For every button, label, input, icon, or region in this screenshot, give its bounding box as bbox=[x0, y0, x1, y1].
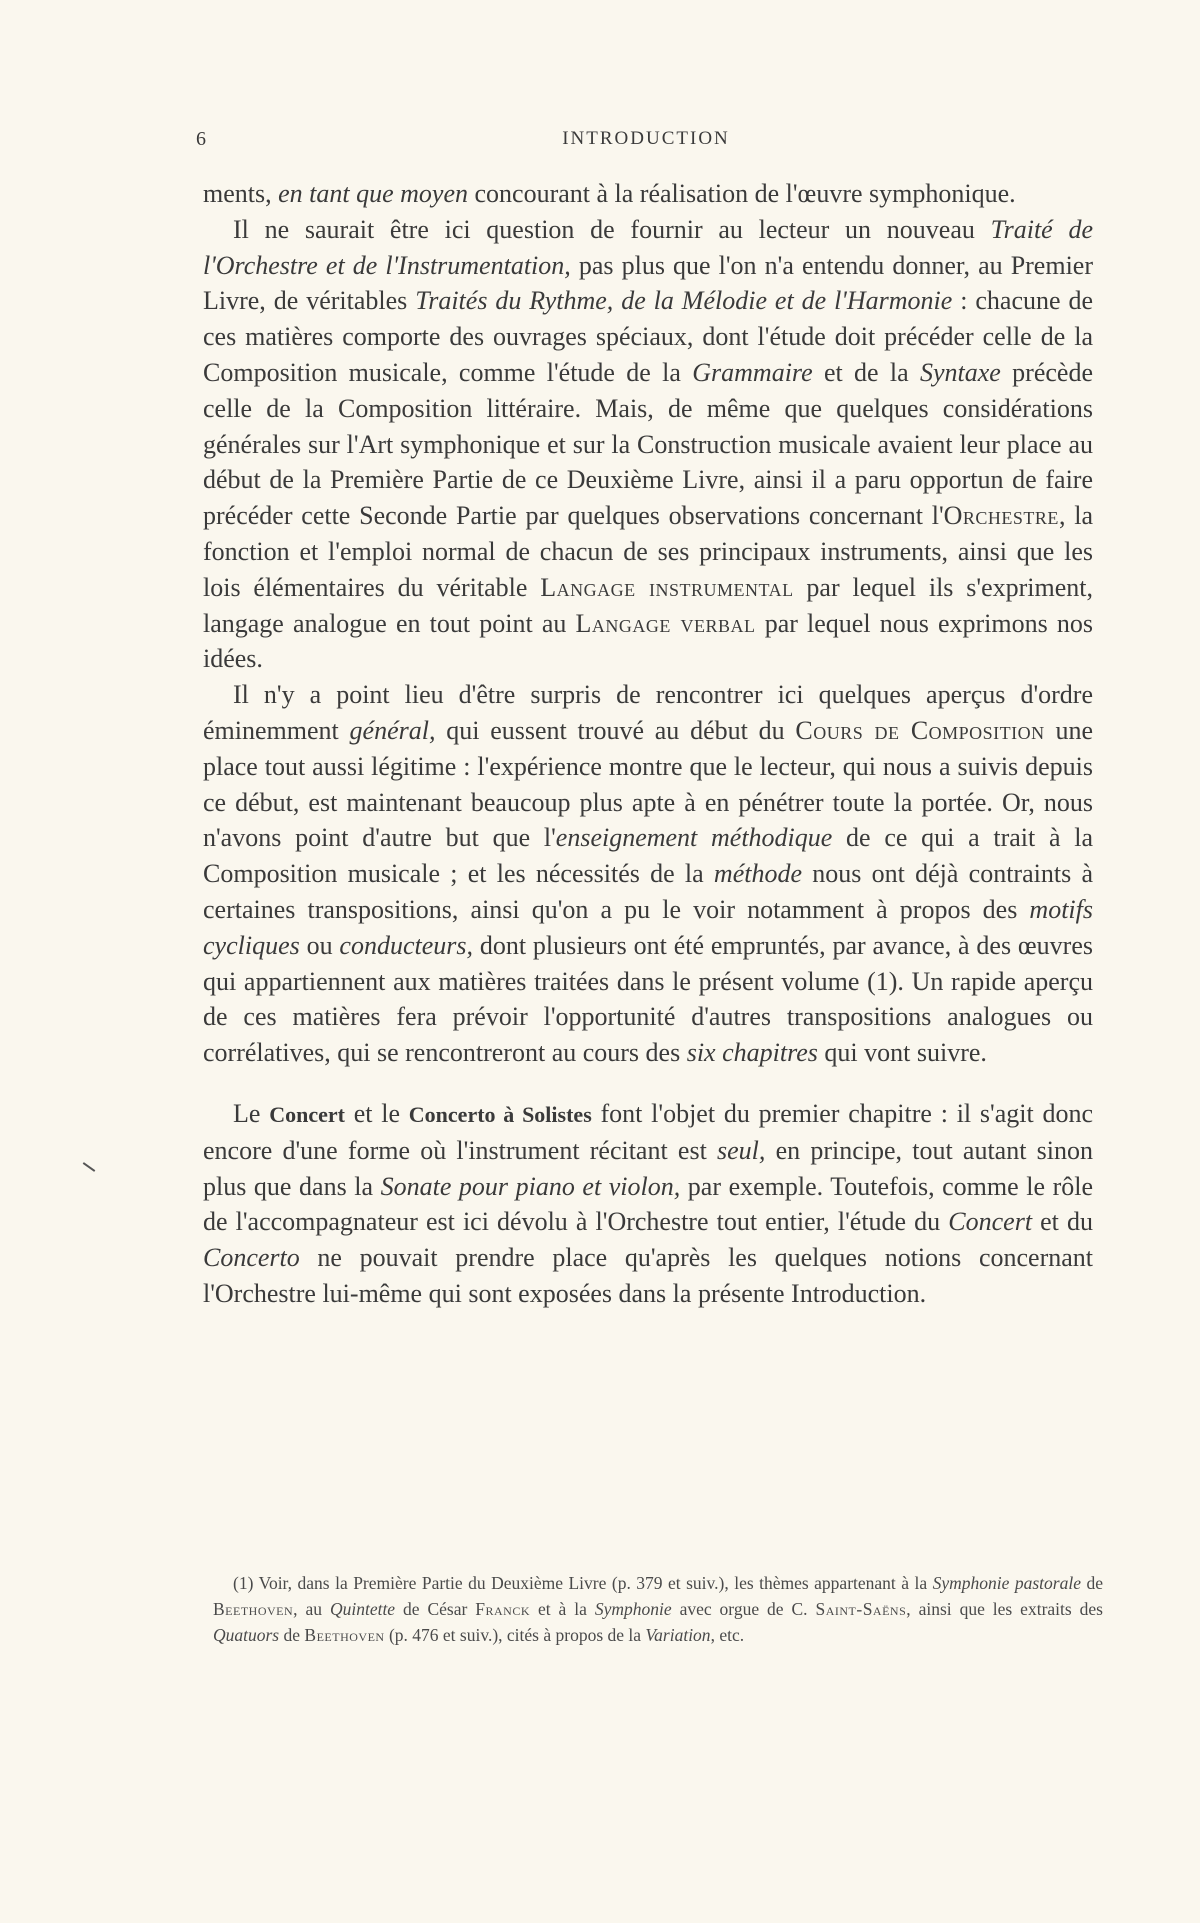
small-caps-span: Orchestre bbox=[943, 501, 1059, 531]
text-span: de César bbox=[395, 1599, 476, 1619]
page-header bbox=[196, 128, 1096, 158]
body-text bbox=[203, 176, 1093, 1312]
italic-span: Traités du Rythme, de la Mélodie et de l'Harmonie bbox=[415, 286, 953, 316]
italic-span: conducteurs, bbox=[339, 930, 474, 960]
text-span: ments, bbox=[203, 179, 279, 208]
italic-span: six chapitres bbox=[686, 1038, 818, 1068]
text-span: par exemple. Toutefois, comme le rôle de l'accompagnateur est ici dévolu à l'Orchestre tout entier, l'étude du bbox=[203, 1171, 1093, 1237]
bold-span: Concert bbox=[269, 1101, 345, 1127]
text-span: par lequel ils s'expriment, langage analogue en tout point au bbox=[203, 572, 1093, 638]
italic-span: Concert bbox=[948, 1207, 1033, 1237]
italic-span: seul, bbox=[717, 1135, 766, 1165]
text-span: (1) Voir, dans la Première Partie du Deuxième Livre (p. 379 et suiv.), les thèmes appartenant à la bbox=[233, 1573, 933, 1593]
text-span: et de la bbox=[812, 357, 920, 387]
text-span: , au bbox=[293, 1599, 330, 1619]
text-span: de bbox=[1080, 1573, 1103, 1593]
footnote-text bbox=[213, 1570, 1103, 1648]
small-caps-span: Saint-Saëns bbox=[815, 1599, 907, 1619]
text-span: , etc. bbox=[710, 1625, 745, 1645]
text-span: de bbox=[279, 1625, 305, 1645]
italic-span: Grammaire bbox=[692, 357, 813, 387]
text-span: Il n'y a point lieu d'être surpris de rencontrer ici quelques aperçus d'ordre éminemment bbox=[203, 680, 1093, 745]
text-span: une place tout aussi légitime : l'expérience montre que le lecteur, qui nous a suivis depuis ce début, est maintenant beaucoup plus apte à en pénétrer toute la portée. Or, nous n'avons point d'autre but que l' bbox=[203, 715, 1093, 853]
italic-span: méthode bbox=[713, 859, 803, 889]
italic-span: Quatuors bbox=[213, 1625, 280, 1645]
footnote bbox=[213, 1570, 1103, 1648]
text-span: ne pouvait prendre place qu'après les quelques notions concernant l'Orchestre lui-même qui sont exposées dans la présente Introduction. bbox=[203, 1243, 1093, 1308]
text-span: et à la bbox=[530, 1599, 595, 1619]
small-caps-span: Beethoven bbox=[304, 1625, 385, 1645]
italic-span: Variation bbox=[645, 1625, 711, 1645]
text-span: qui eussent trouvé au début du bbox=[435, 715, 796, 745]
small-caps-span: Franck bbox=[475, 1599, 531, 1619]
text-span: (p. 476 et suiv.), cités à propos de la bbox=[384, 1625, 646, 1645]
text-span: : chacune de ces matières comporte des ouvrages spéciaux, dont l'étude doit précéder celle de la Composition musicale, comme l'étude de la bbox=[203, 286, 1093, 387]
text-span: pas plus que l'on n'a entendu donner, au Premier Livre, de véritables bbox=[203, 250, 1093, 316]
text-span: concourant à la réalisation de l'œuvre symphonique. bbox=[468, 179, 1016, 208]
bold-span: Concerto à Solistes bbox=[408, 1101, 592, 1127]
text-span: en principe, tout autant sinon plus que dans la bbox=[203, 1135, 1093, 1201]
text-span: précède celle de la Composition littéraire. Mais, de même que quelques considérations générales sur l'Art symphonique et sur la Construction musicale avaient leur place au début de la Première Partie de ce Deuxième Livre, ainsi il a paru opportun de faire précéder cette Seconde Partie par quelques observations concernant l' bbox=[203, 357, 1093, 531]
small-caps-span: Beethoven bbox=[213, 1599, 294, 1619]
italic-span: Traité de l'Orchestre et de l'Instrumentation, bbox=[203, 214, 1093, 280]
text-span: qui vont suivre. bbox=[817, 1038, 987, 1068]
paragraph bbox=[203, 176, 1093, 212]
paragraph bbox=[203, 212, 1093, 677]
italic-span: motifs cycliques bbox=[203, 894, 1093, 960]
text-span: , ainsi que les extraits des bbox=[906, 1599, 1103, 1619]
italic-span: général, bbox=[349, 715, 436, 745]
small-caps-span: Cours de Composition bbox=[795, 715, 1045, 745]
text-span: par lequel nous exprimons nos idées. bbox=[203, 608, 1093, 674]
text-span: , la fonction et l'emploi normal de chacun de ses principaux instruments, ainsi que les lois élémentaires du véritable bbox=[203, 501, 1093, 602]
text-span: font l'objet du premier chapitre : il s'agit donc encore d'une forme où l'instrument récitant est bbox=[203, 1098, 1094, 1165]
italic-span: Concerto bbox=[203, 1243, 300, 1273]
text-span: avec orgue de C. bbox=[671, 1599, 816, 1619]
margin-mark bbox=[83, 1162, 96, 1172]
italic-span: Syntaxe bbox=[920, 357, 1001, 387]
paragraph bbox=[203, 1096, 1093, 1312]
italic-span: Symphonie pastorale bbox=[932, 1573, 1081, 1593]
text-span: Le bbox=[233, 1098, 270, 1128]
running-head: INTRODUCTION bbox=[562, 128, 730, 149]
italic-span: Symphonie bbox=[594, 1599, 672, 1619]
italic-span: en tant que moyen bbox=[278, 179, 468, 208]
text-span: dont plusieurs ont été empruntés, par avance, à des œuvres qui appartiennent aux matières traitées dans le présent volume (1). Un rapide aperçu de ces matières fera prévoir l'opportunité d'autres transpositions analogues ou corrélatives, qui se rencontreront au cours des bbox=[203, 930, 1093, 1068]
small-caps-span: Langage verbal bbox=[575, 608, 756, 638]
text-span: et le bbox=[344, 1098, 409, 1128]
small-caps-span: Langage instrumental bbox=[540, 572, 794, 602]
text-span: nous ont déjà contraints à certaines transpositions, ainsi qu'on a pu le voir notamment à propos des bbox=[203, 859, 1093, 924]
text-span: Il ne saurait être ici question de fournir au lecteur un nouveau bbox=[233, 214, 991, 244]
italic-span: Quintette bbox=[329, 1599, 396, 1619]
italic-span: Sonate pour piano et violon, bbox=[380, 1171, 681, 1201]
text-span: de ce qui a trait à la Composition musicale ; et les nécessités de la bbox=[203, 823, 1094, 889]
text-span: et du bbox=[1032, 1207, 1094, 1237]
paragraph bbox=[203, 677, 1093, 1071]
italic-span: enseignement méthodique bbox=[555, 823, 833, 853]
text-span: ou bbox=[299, 930, 340, 960]
page-number: 6 bbox=[196, 128, 207, 150]
